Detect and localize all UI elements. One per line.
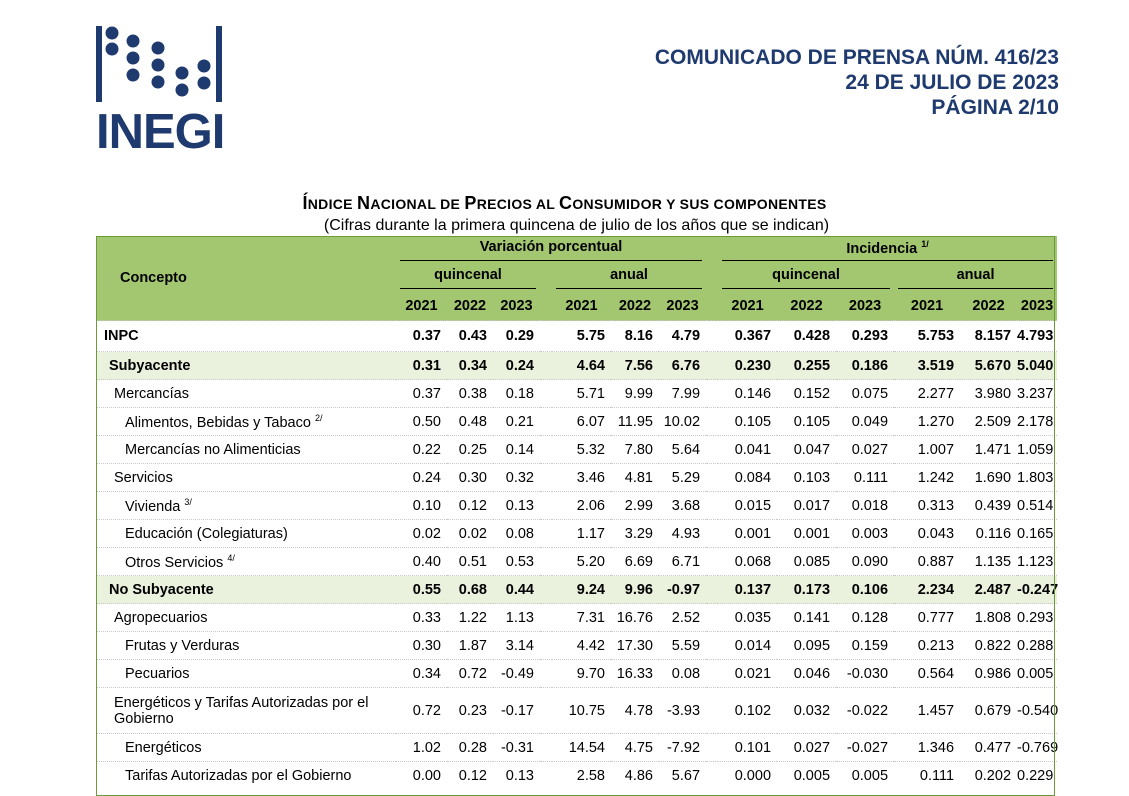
cell-value: -0.540	[1017, 688, 1057, 734]
cell-value: 0.293	[836, 321, 894, 352]
cell-value: 0.027	[836, 436, 894, 464]
cell-value: 0.13	[493, 762, 540, 790]
row-label: Alimentos, Bebidas y Tabaco $^{2/}$	[96, 408, 396, 436]
cell-value: 0.141	[777, 604, 836, 632]
cell-value: 2.234	[894, 576, 960, 604]
press-release-header	[655, 45, 1059, 120]
cell-value: 0.18	[493, 380, 540, 408]
cell-value: 0.43	[447, 321, 493, 352]
cell-value: 1.346	[894, 734, 960, 762]
incidence-anual-year-0: 2021	[894, 292, 960, 321]
row-label: Subyacente	[96, 352, 396, 380]
cell-value: 3.980	[960, 380, 1017, 408]
cell-value: 0.72	[447, 660, 493, 688]
cell-value: 5.67	[659, 762, 706, 790]
cell-value: 0.428	[777, 321, 836, 352]
cell-value: 0.24	[493, 352, 540, 380]
cell-value: 0.00	[396, 762, 447, 790]
cell-value: 0.367	[718, 321, 777, 352]
cell-value: 4.78	[611, 688, 659, 734]
cell-value: 0.44	[493, 576, 540, 604]
cell-value: 3.14	[493, 632, 540, 660]
cell-value: 0.137	[718, 576, 777, 604]
cell-value: 0.34	[396, 660, 447, 688]
row-label: Educación (Colegiaturas)	[96, 520, 396, 548]
table-row	[96, 660, 1057, 688]
cell-value: 0.986	[960, 660, 1017, 688]
cell-value: 0.018	[836, 492, 894, 520]
cell-value: 1.135	[960, 548, 1017, 576]
cell-value: 0.313	[894, 492, 960, 520]
cell-value: -7.92	[659, 734, 706, 762]
row-label: Energéticos	[96, 734, 396, 762]
cell-value: 1.471	[960, 436, 1017, 464]
cell-value: 5.32	[552, 436, 611, 464]
cell-value: 1.803	[1017, 464, 1057, 492]
cell-value: 3.519	[894, 352, 960, 380]
cell-value: 2.487	[960, 576, 1017, 604]
cell-value: 0.10	[396, 492, 447, 520]
cell-value: 1.808	[960, 604, 1017, 632]
cell-value: 0.068	[718, 548, 777, 576]
cell-value: 0.23	[447, 688, 493, 734]
cell-value: 0.34	[447, 352, 493, 380]
cell-value: 7.56	[611, 352, 659, 380]
cell-value: 0.822	[960, 632, 1017, 660]
cell-value: 0.08	[493, 520, 540, 548]
cell-value: 4.93	[659, 520, 706, 548]
table-row	[96, 408, 1057, 436]
table-row	[96, 464, 1057, 492]
cell-value: 0.014	[718, 632, 777, 660]
cell-value: 4.79	[659, 321, 706, 352]
cell-value: 8.16	[611, 321, 659, 352]
table-subtitle: (Cifras durante la primera quincena de julio de los años que se indican)	[323, 217, 830, 234]
table-row	[96, 632, 1057, 660]
cell-value: 0.230	[718, 352, 777, 380]
cell-value: 0.229	[1017, 762, 1057, 790]
cell-value: 0.55	[396, 576, 447, 604]
table-row	[96, 520, 1057, 548]
cell-value: 0.202	[960, 762, 1017, 790]
row-label: Vivienda $^{3/}$	[96, 492, 396, 520]
cell-value: 0.003	[836, 520, 894, 548]
variation-quincenal-header: quincenal	[396, 264, 540, 292]
cell-value: 4.75	[611, 734, 659, 762]
cell-value: 0.005	[1017, 660, 1057, 688]
row-label: Servicios	[96, 464, 396, 492]
cell-value: 7.31	[552, 604, 611, 632]
cell-value: 4.64	[552, 352, 611, 380]
cell-value: 1.690	[960, 464, 1017, 492]
cell-value: 0.105	[718, 408, 777, 436]
cell-value: 0.084	[718, 464, 777, 492]
cell-value: 0.032	[777, 688, 836, 734]
cell-value: 0.30	[396, 632, 447, 660]
cell-value: 6.71	[659, 548, 706, 576]
cell-value: 0.001	[718, 520, 777, 548]
cell-value: 0.101	[718, 734, 777, 762]
cell-value: 5.670	[960, 352, 1017, 380]
cell-value: 0.173	[777, 576, 836, 604]
cell-value: 2.99	[611, 492, 659, 520]
cell-value: 0.12	[447, 762, 493, 790]
cell-value: 0.514	[1017, 492, 1057, 520]
cell-value: 0.035	[718, 604, 777, 632]
cell-value: 2.52	[659, 604, 706, 632]
cell-value: 0.51	[447, 548, 493, 576]
cell-value: 0.005	[836, 762, 894, 790]
cell-value: -3.93	[659, 688, 706, 734]
cell-value: 0.046	[777, 660, 836, 688]
concept-header: Concepto	[96, 236, 396, 321]
cell-value: -0.027	[836, 734, 894, 762]
cell-value: 16.33	[611, 660, 659, 688]
cell-value: -0.97	[659, 576, 706, 604]
cell-value: 0.015	[718, 492, 777, 520]
cell-value: 0.12	[447, 492, 493, 520]
cell-value: 0.041	[718, 436, 777, 464]
cell-value: 1.17	[552, 520, 611, 548]
cell-value: 0.021	[718, 660, 777, 688]
cell-value: 0.31	[396, 352, 447, 380]
cell-value: 0.017	[777, 492, 836, 520]
cell-value: 0.165	[1017, 520, 1057, 548]
cell-value: 8.157	[960, 321, 1017, 352]
cell-value: 0.25	[447, 436, 493, 464]
cell-value: 0.095	[777, 632, 836, 660]
cell-value: 0.37	[396, 321, 447, 352]
cell-value: 0.288	[1017, 632, 1057, 660]
cell-value: -0.769	[1017, 734, 1057, 762]
cell-value: 7.99	[659, 380, 706, 408]
variation-anual-header: anual	[552, 264, 706, 292]
cell-value: 0.047	[777, 436, 836, 464]
cell-value: 2.06	[552, 492, 611, 520]
cell-value: 5.040	[1017, 352, 1057, 380]
cell-value: 6.76	[659, 352, 706, 380]
cell-value: 3.68	[659, 492, 706, 520]
cell-value: 9.24	[552, 576, 611, 604]
cell-value: 0.116	[960, 520, 1017, 548]
cell-value: 2.178	[1017, 408, 1057, 436]
footnote-ref: 4/	[227, 552, 235, 563]
cell-value: 5.29	[659, 464, 706, 492]
cell-value: 0.24	[396, 464, 447, 492]
cell-value: 0.53	[493, 548, 540, 576]
cell-value: 0.027	[777, 734, 836, 762]
variation-quincenal-year-0: 2021	[396, 292, 447, 321]
cell-value: 0.28	[447, 734, 493, 762]
cell-value: 0.21	[493, 408, 540, 436]
incidence-quincenal-year-0: 2021	[718, 292, 777, 321]
cell-value: 0.38	[447, 380, 493, 408]
cell-value: -0.022	[836, 688, 894, 734]
table-row	[96, 604, 1057, 632]
cell-value: 2.277	[894, 380, 960, 408]
cell-value: 0.32	[493, 464, 540, 492]
row-label: INPC	[96, 321, 396, 352]
cell-value: 0.103	[777, 464, 836, 492]
variation-header: Variación porcentual	[396, 236, 706, 264]
cell-value: -0.31	[493, 734, 540, 762]
incidence-anual-header: anual	[894, 264, 1057, 292]
table-title: ÍNDICE NACIONAL DE PRECIOS AL CONSUMIDOR Y SUS COMPONENTES	[302, 193, 827, 213]
cell-value: 6.69	[611, 548, 659, 576]
cell-value: 0.146	[718, 380, 777, 408]
cell-value: 6.07	[552, 408, 611, 436]
table-row	[96, 321, 1057, 352]
incidence-quincenal-year-1: 2022	[777, 292, 836, 321]
row-label: Tarifas Autorizadas por el Gobierno	[96, 762, 396, 790]
cell-value: 1.87	[447, 632, 493, 660]
cell-value: 0.679	[960, 688, 1017, 734]
cell-value: 1.02	[396, 734, 447, 762]
cell-value: 5.71	[552, 380, 611, 408]
cell-value: 0.14	[493, 436, 540, 464]
variation-quincenal-year-1: 2022	[447, 292, 493, 321]
row-label: Mercancías	[96, 380, 396, 408]
cell-value: 1.007	[894, 436, 960, 464]
row-label: Energéticos y Tarifas Autorizadas por el Gobierno	[96, 688, 396, 734]
cell-value: 1.22	[447, 604, 493, 632]
press-release-date: 24 DE JULIO DE 2023	[845, 71, 1059, 94]
inpc-table	[96, 236, 1057, 789]
cell-value: 0.37	[396, 380, 447, 408]
cell-value: 10.75	[552, 688, 611, 734]
cell-value: 0.102	[718, 688, 777, 734]
cell-value: 0.090	[836, 548, 894, 576]
cell-value: 0.186	[836, 352, 894, 380]
cell-value: 1.457	[894, 688, 960, 734]
cell-value: 5.753	[894, 321, 960, 352]
cell-value: 0.22	[396, 436, 447, 464]
table-row	[96, 380, 1057, 408]
variation-anual-year-1: 2022	[611, 292, 659, 321]
cell-value: 4.81	[611, 464, 659, 492]
cell-value: 0.33	[396, 604, 447, 632]
cell-value: 0.02	[447, 520, 493, 548]
cell-value: 0.128	[836, 604, 894, 632]
cell-value: 0.043	[894, 520, 960, 548]
cell-value: 1.242	[894, 464, 960, 492]
cell-value: 0.152	[777, 380, 836, 408]
table-row	[96, 762, 1057, 790]
row-label: No Subyacente	[96, 576, 396, 604]
cell-value: 0.13	[493, 492, 540, 520]
cell-value: 0.085	[777, 548, 836, 576]
cell-value: -0.247	[1017, 576, 1057, 604]
cell-value: 0.075	[836, 380, 894, 408]
cell-value: 9.70	[552, 660, 611, 688]
cell-value: 1.13	[493, 604, 540, 632]
cell-value: 11.95	[611, 408, 659, 436]
row-label: Agropecuarios	[96, 604, 396, 632]
cell-value: 0.50	[396, 408, 447, 436]
cell-value: 3.29	[611, 520, 659, 548]
incidence-header: Incidencia $^{1/}$	[718, 236, 1057, 264]
cell-value: 0.159	[836, 632, 894, 660]
cell-value: 4.86	[611, 762, 659, 790]
cell-value: 0.000	[718, 762, 777, 790]
cell-value: 0.777	[894, 604, 960, 632]
cell-value: 0.30	[447, 464, 493, 492]
cell-value: 1.059	[1017, 436, 1057, 464]
cell-value: -0.49	[493, 660, 540, 688]
cell-value: 0.72	[396, 688, 447, 734]
footnote-ref: 2/	[314, 412, 323, 423]
cell-value: 0.02	[396, 520, 447, 548]
table-row	[96, 492, 1057, 520]
cell-value: 5.64	[659, 436, 706, 464]
page-number: PÁGINA 2/10	[931, 96, 1059, 119]
logo-wordmark: INEGI	[96, 105, 225, 159]
table-row	[96, 576, 1057, 604]
variation-quincenal-year-2: 2023	[493, 292, 540, 321]
table-row	[96, 352, 1057, 380]
cell-value: 0.049	[836, 408, 894, 436]
cell-value: -0.17	[493, 688, 540, 734]
table-row	[96, 548, 1057, 576]
cell-value: 1.270	[894, 408, 960, 436]
cell-value: 0.106	[836, 576, 894, 604]
cell-value: 3.237	[1017, 380, 1057, 408]
cell-value: 0.08	[659, 660, 706, 688]
cell-value: 17.30	[611, 632, 659, 660]
cell-value: 4.793	[1017, 321, 1057, 352]
cell-value: 0.68	[447, 576, 493, 604]
cell-value: 0.213	[894, 632, 960, 660]
cell-value: -0.030	[836, 660, 894, 688]
cell-value: 10.02	[659, 408, 706, 436]
cell-value: 0.255	[777, 352, 836, 380]
cell-value: 0.293	[1017, 604, 1057, 632]
cell-value: 5.20	[552, 548, 611, 576]
press-release-number: COMUNICADO DE PRENSA NÚM. 416/23	[654, 46, 1059, 69]
table-row	[96, 734, 1057, 762]
cell-value: 0.111	[836, 464, 894, 492]
cell-value: 0.887	[894, 548, 960, 576]
cell-value: 0.29	[493, 321, 540, 352]
cell-value: 0.477	[960, 734, 1017, 762]
cell-value: 0.439	[960, 492, 1017, 520]
cell-value: 5.75	[552, 321, 611, 352]
row-label: Mercancías no Alimenticias	[96, 436, 396, 464]
cell-value: 14.54	[552, 734, 611, 762]
cell-value: 0.111	[894, 762, 960, 790]
cell-value: 5.59	[659, 632, 706, 660]
cell-value: 0.005	[777, 762, 836, 790]
table-row	[96, 688, 1057, 734]
row-label: Otros Servicios $^{4/}$	[96, 548, 396, 576]
cell-value: 3.46	[552, 464, 611, 492]
incidence-anual-year-2: 2023	[1017, 292, 1057, 321]
cell-value: 9.96	[611, 576, 659, 604]
cell-value: 0.001	[777, 520, 836, 548]
variation-anual-year-0: 2021	[552, 292, 611, 321]
cell-value: 0.564	[894, 660, 960, 688]
table-body	[96, 321, 1057, 790]
table-row	[96, 436, 1057, 464]
cell-value: 2.58	[552, 762, 611, 790]
cell-value: 7.80	[611, 436, 659, 464]
cell-value: 1.123	[1017, 548, 1057, 576]
cell-value: 9.99	[611, 380, 659, 408]
incidence-anual-year-1: 2022	[960, 292, 1017, 321]
cell-value: 0.48	[447, 408, 493, 436]
cell-value: 2.509	[960, 408, 1017, 436]
incidence-quincenal-year-2: 2023	[836, 292, 894, 321]
cell-value: 4.42	[552, 632, 611, 660]
cell-value: 0.105	[777, 408, 836, 436]
footnote-ref: 3/	[184, 496, 192, 507]
cell-value: 16.76	[611, 604, 659, 632]
variation-anual-year-2: 2023	[659, 292, 706, 321]
row-label: Frutas y Verduras	[96, 632, 396, 660]
cell-value: 0.40	[396, 548, 447, 576]
incidence-quincenal-header: quincenal	[718, 264, 894, 292]
row-label: Pecuarios	[96, 660, 396, 688]
